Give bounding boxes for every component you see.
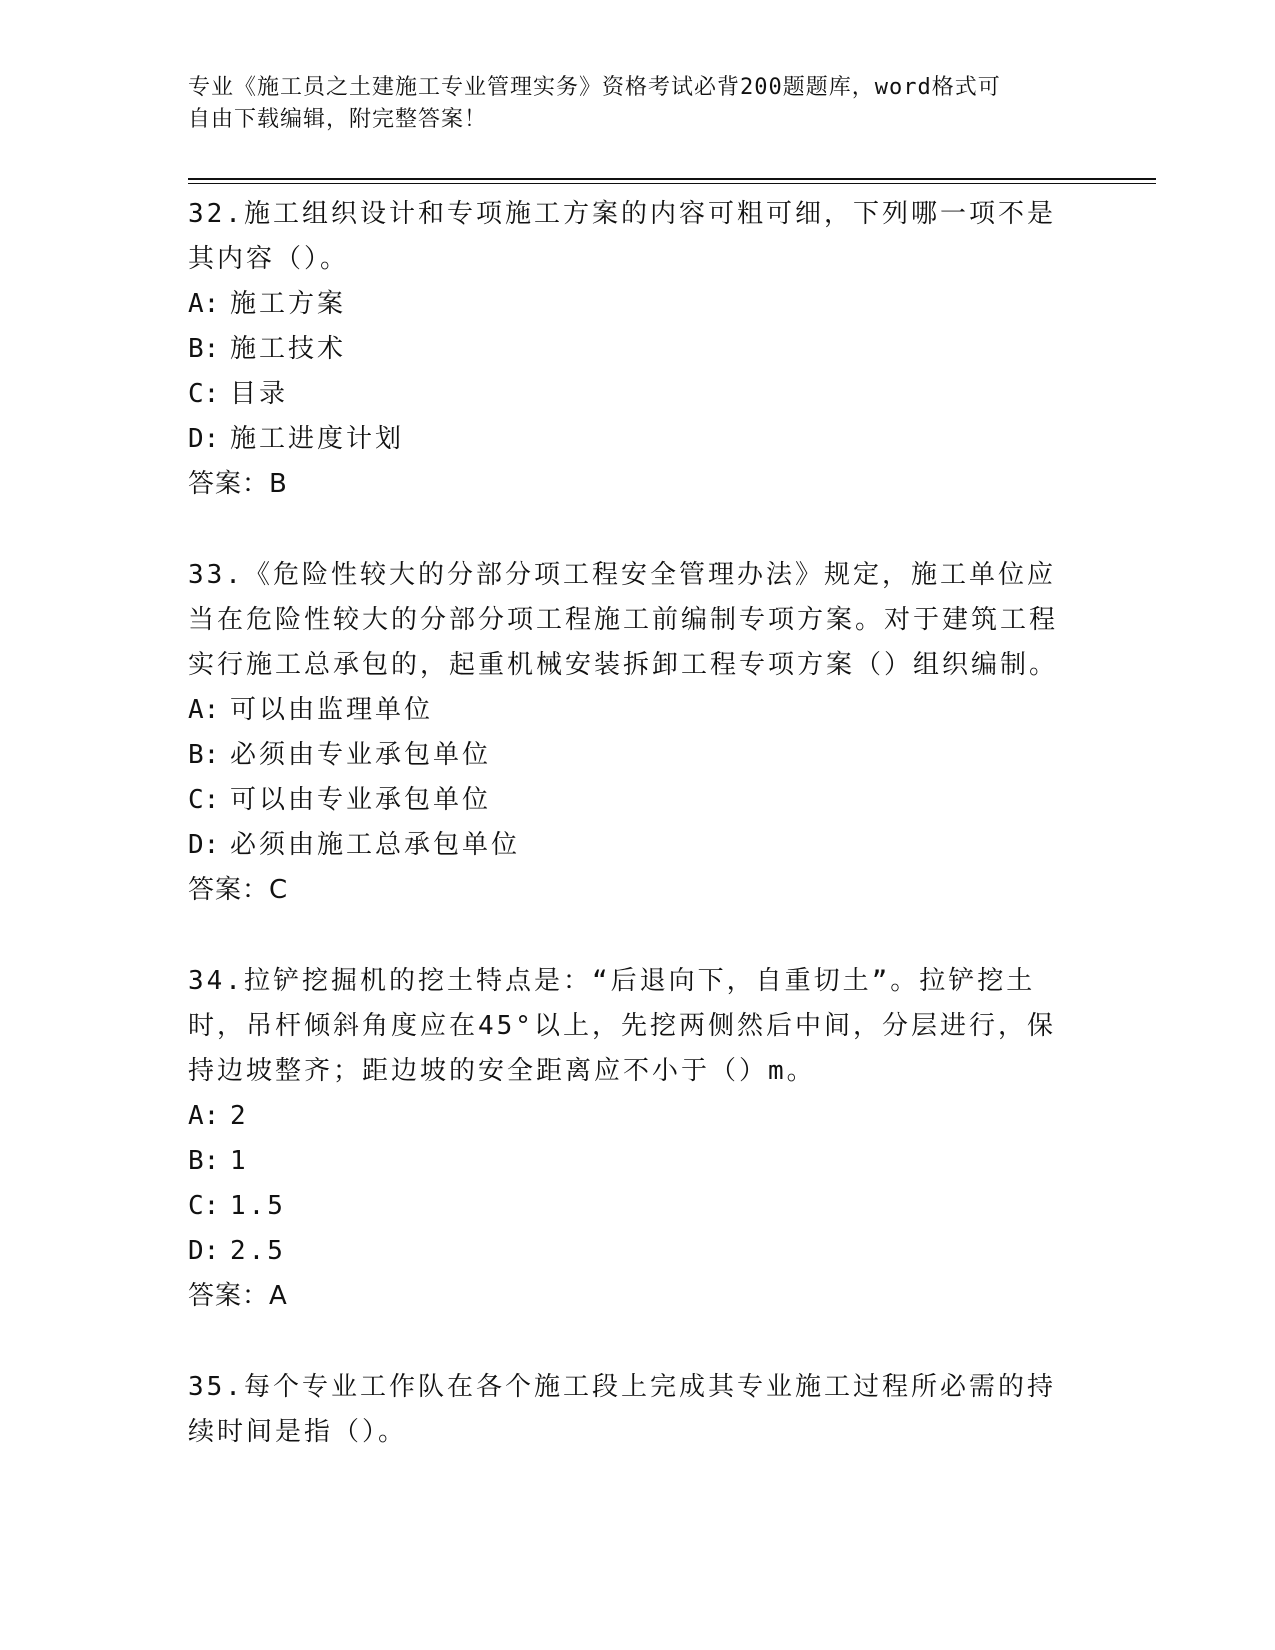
option-text: 施工技术 [230,334,347,364]
question-32 [188,192,1088,507]
option-label: D: [188,424,220,454]
option-text: 施工进度计划 [230,424,405,454]
question-text: 35.每个专业工作队在各个施工段上完成其专业施工过程所必需的持续时间是指（）。 [188,1372,1056,1447]
option-c [188,778,1088,823]
option-c [188,1184,1088,1229]
option-text: 1 [230,1146,249,1176]
answer-text: 答案：B [188,469,288,499]
option-text: 2 [230,1101,249,1131]
option-a [188,1094,1088,1139]
option-label: B: [188,334,220,364]
option-label: A: [188,1101,220,1131]
header-line-2: 自由下载编辑，附完整答案！ [188,107,488,132]
option-text: 施工方案 [230,289,347,319]
option-a [188,688,1088,733]
question-35 [188,1365,1088,1455]
document-header [188,72,1068,136]
option-d [188,1229,1088,1274]
header-line-1: 专业《施工员之土建施工专业管理实务》资格考试必背200题题库，word格式可 [188,75,1001,100]
header-divider-thin [188,183,1156,184]
option-text: 必须由专业承包单位 [230,740,492,770]
answer-text: 答案：C [188,875,289,905]
option-label: B: [188,740,220,770]
question-text: 32.施工组织设计和专项施工方案的内容可粗可细，下列哪一项不是其内容（）。 [188,199,1056,274]
header-divider-thick [188,178,1156,180]
option-b [188,327,1088,372]
option-label: C: [188,379,220,409]
option-label: D: [188,830,220,860]
answer-text: 答案：A [188,1281,288,1311]
option-d [188,823,1088,868]
option-d [188,417,1088,462]
option-text: 2.5 [230,1236,286,1266]
question-text: 33.《危险性较大的分部分项工程安全管理办法》规定，施工单位应当在危险性较大的分部分项工程施工前编制专项方案。对于建筑工程实行施工总承包的，起重机械安装拆卸工程专项方案（）组织编制。 [188,560,1059,680]
option-c [188,372,1088,417]
option-a [188,282,1088,327]
option-text: 1.5 [230,1191,286,1221]
option-text: 可以由专业承包单位 [230,785,492,815]
option-b [188,733,1088,778]
option-text: 必须由施工总承包单位 [230,830,521,860]
option-label: B: [188,1146,220,1176]
option-text: 目录 [230,379,289,409]
question-list [188,192,1088,1501]
option-b [188,1139,1088,1184]
question-text: 34.拉铲挖掘机的挖土特点是：“后退向下，自重切土”。拉铲挖土时，吊杆倾斜角度应在45°以上，先挖两侧然后中间，分层进行，保持边坡整齐；距边坡的安全距离应不小于（）m。 [188,966,1056,1086]
option-label: A: [188,289,220,319]
question-33 [188,553,1088,913]
option-label: D: [188,1236,220,1266]
option-label: C: [188,785,220,815]
option-text: 可以由监理单位 [230,695,434,725]
option-label: C: [188,1191,220,1221]
question-34 [188,959,1088,1319]
option-label: A: [188,695,220,725]
